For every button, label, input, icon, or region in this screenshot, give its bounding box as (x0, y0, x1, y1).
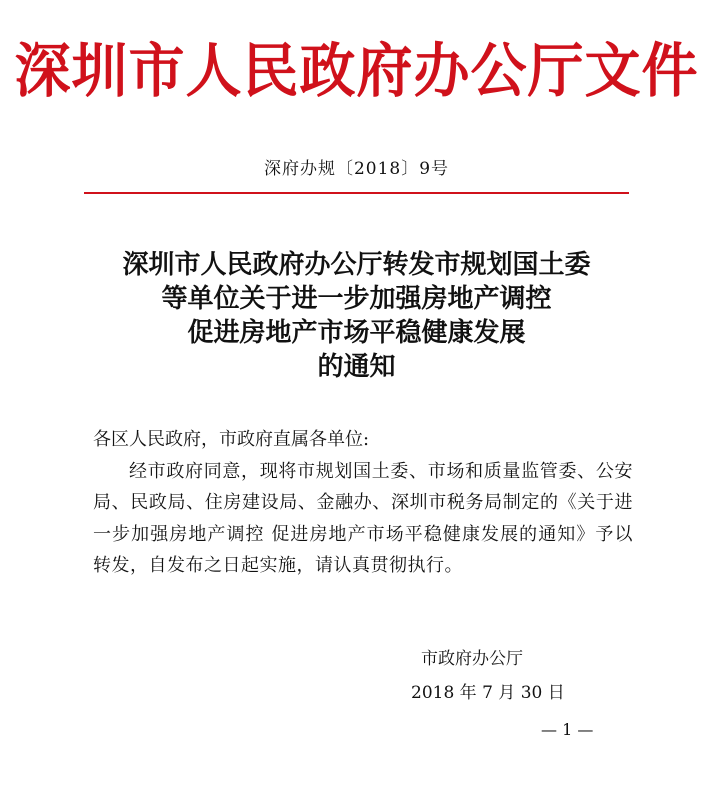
salutation: 各区人民政府，市政府直属各单位: (93, 429, 370, 450)
issue-date: 2018 年 7 月 30 日 (411, 683, 565, 703)
title-line-4: 的通知 (317, 352, 396, 382)
page-number: — 1 — (541, 720, 594, 739)
document-number: 深府办规〔2018〕9号 (263, 159, 450, 179)
title-line-2: 等单位关于进一步加强房地产调控 (161, 284, 552, 314)
red-divider-line (84, 192, 629, 194)
document-body (93, 424, 633, 582)
issuer-signature: 市政府办公厅 (421, 649, 523, 669)
body-paragraph: 经市政府同意，现将市规划国土委、市场和质量监管委、公安局、民政局、住房建设局、金融办、深圳市税务局制定的《关于进一步加强房地产调控 促进房地产市场平稳健康发展的通知》予以转发，自发布之日起实施，请认真贯彻执行。 (93, 460, 633, 576)
masthead-title: 深圳市人民政府办公厅文件 (14, 36, 699, 106)
document-title (0, 248, 713, 384)
title-line-3: 促进房地产市场平稳健康发展 (187, 318, 526, 348)
title-line-1: 深圳市人民政府办公厅转发市规划国土委 (122, 250, 591, 280)
